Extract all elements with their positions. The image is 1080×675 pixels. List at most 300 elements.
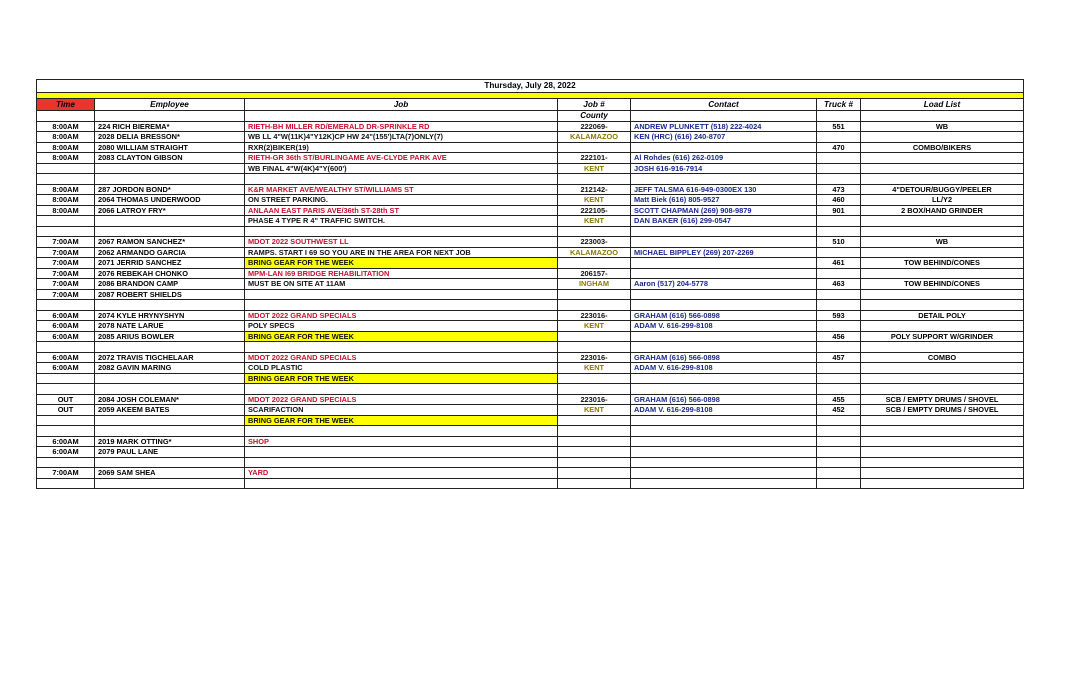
spacer-cell — [95, 174, 245, 185]
employee-cell: 2074 KYLE HRYNYSHYN — [95, 310, 245, 321]
job-number-cell: 223003- — [558, 237, 631, 248]
spacer-row — [37, 226, 1024, 237]
contact-cell: ADAM V. 616-299-8108 — [631, 363, 817, 374]
time-cell: 8:00AM — [37, 184, 95, 195]
spacer-cell — [95, 426, 245, 437]
employee-cell: 2086 BRANDON CAMP — [95, 279, 245, 290]
job-cell: BRING GEAR FOR THE WEEK — [245, 373, 558, 384]
load-list-cell — [861, 216, 1024, 227]
schedule-rows — [37, 121, 1024, 489]
table-row — [37, 321, 1024, 332]
table-row — [37, 363, 1024, 374]
job-cell: K&R MARKET AVE/WEALTHY ST/WILLIAMS ST — [245, 184, 558, 195]
contact-cell — [631, 415, 817, 426]
spacer-cell — [95, 457, 245, 468]
spacer-cell — [245, 457, 558, 468]
contact-cell: DAN BAKER (616) 299-0547 — [631, 216, 817, 227]
time-cell: 8:00AM — [37, 195, 95, 206]
job-number-cell: 212142- — [558, 184, 631, 195]
job-cell: SCARIFACTION — [245, 405, 558, 416]
table-row — [37, 205, 1024, 216]
load-list-cell — [861, 478, 1024, 489]
spacer-cell — [861, 457, 1024, 468]
subheader-empty — [817, 111, 861, 122]
employee-cell: 2062 ARMANDO GARCIA — [95, 247, 245, 258]
table-row — [37, 478, 1024, 489]
spacer-cell — [37, 342, 95, 353]
employee-cell — [95, 163, 245, 174]
job-number-cell — [558, 331, 631, 342]
truck-cell — [817, 436, 861, 447]
subheader-empty — [631, 111, 817, 122]
table-row — [37, 373, 1024, 384]
truck-cell: 456 — [817, 331, 861, 342]
job-cell: MDOT 2022 GRAND SPECIALS — [245, 352, 558, 363]
time-cell — [37, 216, 95, 227]
job-cell: WB FINAL 4"W(4K)4"Y(600') — [245, 163, 558, 174]
job-number-cell — [558, 258, 631, 269]
spacer-row — [37, 300, 1024, 311]
job-cell: MUST BE ON SITE AT 11AM — [245, 279, 558, 290]
load-list-cell — [861, 447, 1024, 458]
job-number-cell — [558, 436, 631, 447]
table-row — [37, 394, 1024, 405]
job-number-cell: 223016- — [558, 352, 631, 363]
time-cell: 7:00AM — [37, 247, 95, 258]
load-list-cell — [861, 436, 1024, 447]
truck-cell: 457 — [817, 352, 861, 363]
employee-cell: 2069 SAM SHEA — [95, 468, 245, 479]
employee-cell — [95, 415, 245, 426]
job-number-cell — [558, 478, 631, 489]
time-cell: 7:00AM — [37, 289, 95, 300]
table-row — [37, 405, 1024, 416]
job-number-cell: KENT — [558, 163, 631, 174]
load-list-cell — [861, 468, 1024, 479]
contact-cell: JOSH 616-916-7914 — [631, 163, 817, 174]
truck-cell — [817, 478, 861, 489]
time-cell — [37, 373, 95, 384]
header-job-number: Job # — [558, 99, 631, 111]
spacer-cell — [861, 384, 1024, 395]
table-row — [37, 447, 1024, 458]
job-number-cell: 222069- — [558, 121, 631, 132]
table-row — [37, 132, 1024, 143]
load-list-cell — [861, 153, 1024, 164]
truck-cell — [817, 132, 861, 143]
spacer-cell — [558, 226, 631, 237]
load-list-cell — [861, 268, 1024, 279]
load-list-cell — [861, 163, 1024, 174]
truck-cell — [817, 289, 861, 300]
employee-cell — [95, 373, 245, 384]
load-list-cell — [861, 247, 1024, 258]
time-cell: 8:00AM — [37, 153, 95, 164]
spacer-cell — [861, 226, 1024, 237]
truck-cell — [817, 247, 861, 258]
employee-cell: 2019 MARK OTTING* — [95, 436, 245, 447]
contact-cell: ANDREW PLUNKETT (518) 222-4024 — [631, 121, 817, 132]
job-cell: YARD — [245, 468, 558, 479]
spacer-cell — [817, 457, 861, 468]
employee-cell: 2083 CLAYTON GIBSON — [95, 153, 245, 164]
spacer-cell — [558, 300, 631, 311]
job-number-cell: KENT — [558, 195, 631, 206]
contact-cell — [631, 436, 817, 447]
table-row — [37, 142, 1024, 153]
time-cell — [37, 163, 95, 174]
job-cell: PHASE 4 TYPE R 4" TRAFFIC SWITCH. — [245, 216, 558, 227]
job-cell: SHOP — [245, 436, 558, 447]
contact-cell: Matt Biek (616) 805-9527 — [631, 195, 817, 206]
contact-cell — [631, 331, 817, 342]
spacer-cell — [37, 300, 95, 311]
truck-cell — [817, 363, 861, 374]
spacer-cell — [245, 226, 558, 237]
spacer-cell — [631, 300, 817, 311]
table-row — [37, 310, 1024, 321]
spacer-cell — [861, 426, 1024, 437]
job-cell: BRING GEAR FOR THE WEEK — [245, 415, 558, 426]
employee-cell: 2066 LATROY FRY* — [95, 205, 245, 216]
employee-cell: 287 JORDON BOND* — [95, 184, 245, 195]
spacer-cell — [95, 226, 245, 237]
spacer-cell — [37, 384, 95, 395]
truck-cell: 901 — [817, 205, 861, 216]
subheader-empty — [37, 111, 95, 122]
truck-cell: 510 — [817, 237, 861, 248]
time-cell: 6:00AM — [37, 321, 95, 332]
job-cell: MPM-LAN I69 BRIDGE REHABILITATION — [245, 268, 558, 279]
job-cell: MDOT 2022 GRAND SPECIALS — [245, 310, 558, 321]
table-row — [37, 195, 1024, 206]
job-cell: POLY SPECS — [245, 321, 558, 332]
job-number-cell: 206157- — [558, 268, 631, 279]
truck-cell — [817, 321, 861, 332]
contact-cell — [631, 268, 817, 279]
job-number-cell: 223016- — [558, 310, 631, 321]
job-cell: BRING GEAR FOR THE WEEK — [245, 331, 558, 342]
load-list-cell: POLY SUPPORT W/GRINDER — [861, 331, 1024, 342]
employee-cell: 2087 ROBERT SHIELDS — [95, 289, 245, 300]
table-row — [37, 216, 1024, 227]
job-cell — [245, 447, 558, 458]
job-number-cell: INGHAM — [558, 279, 631, 290]
job-cell: RIETH-GR 36th ST/BURLINGAME AVE-CLYDE PARK AVE — [245, 153, 558, 164]
schedule-date-title: Thursday, July 28, 2022 — [37, 80, 1024, 93]
job-number-cell: KALAMAZOO — [558, 132, 631, 143]
contact-cell: GRAHAM (616) 566-0898 — [631, 310, 817, 321]
spacer-cell — [245, 174, 558, 185]
job-number-cell: KENT — [558, 363, 631, 374]
employee-cell — [95, 216, 245, 227]
time-cell: 8:00AM — [37, 205, 95, 216]
job-cell: MDOT 2022 SOUTHWEST LL — [245, 237, 558, 248]
spacer-cell — [37, 174, 95, 185]
contact-cell: KEN (HRC) (616) 240-8707 — [631, 132, 817, 143]
time-cell — [37, 415, 95, 426]
truck-cell: 460 — [817, 195, 861, 206]
job-cell: RAMPS. START I 69 SO YOU ARE IN THE AREA FOR NEXT JOB — [245, 247, 558, 258]
header-load-list: Load List — [861, 99, 1024, 111]
table-row — [37, 153, 1024, 164]
spacer-cell — [631, 226, 817, 237]
spacer-row — [37, 174, 1024, 185]
load-list-cell: 4"DETOUR/BUGGY/PEELER — [861, 184, 1024, 195]
header-row — [37, 99, 1024, 111]
job-cell — [245, 289, 558, 300]
job-number-cell — [558, 289, 631, 300]
job-number-cell: KENT — [558, 405, 631, 416]
contact-cell: GRAHAM (616) 566-0898 — [631, 352, 817, 363]
spacer-cell — [817, 342, 861, 353]
time-cell: 7:00AM — [37, 268, 95, 279]
truck-cell — [817, 447, 861, 458]
spacer-cell — [37, 226, 95, 237]
contact-cell: ADAM V. 616-299-8108 — [631, 405, 817, 416]
truck-cell: 455 — [817, 394, 861, 405]
load-list-cell: COMBO — [861, 352, 1024, 363]
load-list-cell — [861, 289, 1024, 300]
load-list-cell — [861, 363, 1024, 374]
spacer-cell — [245, 384, 558, 395]
time-cell: OUT — [37, 405, 95, 416]
spacer-cell — [817, 384, 861, 395]
job-cell: MDOT 2022 GRAND SPECIALS — [245, 394, 558, 405]
time-cell: 6:00AM — [37, 310, 95, 321]
header-county: County — [558, 111, 631, 122]
table-row — [37, 279, 1024, 290]
table-row — [37, 163, 1024, 174]
employee-cell: 2059 AKEEM BATES — [95, 405, 245, 416]
job-number-cell: KENT — [558, 216, 631, 227]
job-number-cell — [558, 373, 631, 384]
time-cell: OUT — [37, 394, 95, 405]
table-row — [37, 352, 1024, 363]
employee-cell: 2072 TRAVIS TIGCHELAAR — [95, 352, 245, 363]
spacer-cell — [558, 457, 631, 468]
spacer-cell — [95, 384, 245, 395]
contact-cell — [631, 289, 817, 300]
contact-cell — [631, 373, 817, 384]
load-list-cell — [861, 321, 1024, 332]
truck-cell: 473 — [817, 184, 861, 195]
contact-cell: GRAHAM (616) 566-0898 — [631, 394, 817, 405]
truck-cell — [817, 153, 861, 164]
table-row — [37, 237, 1024, 248]
table-row — [37, 436, 1024, 447]
spacer-cell — [95, 342, 245, 353]
spacer-cell — [245, 342, 558, 353]
employee-cell: 2082 GAVIN MARING — [95, 363, 245, 374]
spacer-cell — [37, 457, 95, 468]
spacer-cell — [631, 384, 817, 395]
contact-cell: JEFF TALSMA 616-949-0300EX 130 — [631, 184, 817, 195]
load-list-cell: TOW BEHIND/CONES — [861, 279, 1024, 290]
employee-cell: 2080 WILLIAM STRAIGHT — [95, 142, 245, 153]
table-row — [37, 268, 1024, 279]
table-row — [37, 258, 1024, 269]
table-row — [37, 247, 1024, 258]
time-cell: 7:00AM — [37, 237, 95, 248]
subheader-empty — [95, 111, 245, 122]
contact-cell — [631, 468, 817, 479]
spacer-cell — [558, 342, 631, 353]
contact-cell — [631, 142, 817, 153]
load-list-cell: 2 BOX/HAND GRINDER — [861, 205, 1024, 216]
table-row — [37, 184, 1024, 195]
truck-cell — [817, 373, 861, 384]
job-cell: COLD PLASTIC — [245, 363, 558, 374]
load-list-cell: COMBO/BIKERS — [861, 142, 1024, 153]
table-row — [37, 289, 1024, 300]
contact-cell: MICHAEL BIPPLEY (269) 207-2269 — [631, 247, 817, 258]
truck-cell — [817, 163, 861, 174]
employee-cell: 2079 PAUL LANE — [95, 447, 245, 458]
truck-cell — [817, 216, 861, 227]
contact-cell — [631, 258, 817, 269]
load-list-cell — [861, 373, 1024, 384]
spacer-cell — [558, 384, 631, 395]
job-number-cell — [558, 142, 631, 153]
employee-cell: 2084 JOSH COLEMAN* — [95, 394, 245, 405]
schedule-table — [36, 79, 1024, 489]
employee-cell: 2071 JERRID SANCHEZ — [95, 258, 245, 269]
load-list-cell: TOW BEHIND/CONES — [861, 258, 1024, 269]
spacer-row — [37, 342, 1024, 353]
spacer-row — [37, 426, 1024, 437]
spacer-cell — [245, 300, 558, 311]
table-row — [37, 121, 1024, 132]
time-cell: 8:00AM — [37, 121, 95, 132]
spacer-cell — [558, 174, 631, 185]
header-job: Job — [245, 99, 558, 111]
time-cell: 7:00AM — [37, 258, 95, 269]
load-list-cell: WB — [861, 237, 1024, 248]
header-contact: Contact — [631, 99, 817, 111]
spacer-cell — [861, 342, 1024, 353]
spacer-cell — [37, 426, 95, 437]
truck-cell: 470 — [817, 142, 861, 153]
contact-cell: SCOTT CHAPMAN (269) 908-9879 — [631, 205, 817, 216]
spacer-cell — [631, 342, 817, 353]
load-list-cell: SCB / EMPTY DRUMS / SHOVEL — [861, 394, 1024, 405]
employee-cell: 224 RICH BIEREMA* — [95, 121, 245, 132]
load-list-cell: DETAIL POLY — [861, 310, 1024, 321]
job-cell: BRING GEAR FOR THE WEEK — [245, 258, 558, 269]
job-number-cell: 223016- — [558, 394, 631, 405]
employee-cell: 2028 DELIA BRESSON* — [95, 132, 245, 143]
contact-cell: Aaron (517) 204-5778 — [631, 279, 817, 290]
spacer-cell — [631, 174, 817, 185]
employee-cell: 2064 THOMAS UNDERWOOD — [95, 195, 245, 206]
truck-cell: 463 — [817, 279, 861, 290]
truck-cell: 551 — [817, 121, 861, 132]
contact-cell — [631, 478, 817, 489]
load-list-cell — [861, 132, 1024, 143]
time-cell: 7:00AM — [37, 468, 95, 479]
job-number-cell: 222105- — [558, 205, 631, 216]
spacer-cell — [95, 300, 245, 311]
employee-cell: 2076 REBEKAH CHONKO — [95, 268, 245, 279]
truck-cell: 461 — [817, 258, 861, 269]
load-list-cell — [861, 415, 1024, 426]
time-cell: 6:00AM — [37, 331, 95, 342]
contact-cell: ADAM V. 616-299-8108 — [631, 321, 817, 332]
table-row — [37, 468, 1024, 479]
spacer-cell — [631, 426, 817, 437]
time-cell: 6:00AM — [37, 363, 95, 374]
spacer-row — [37, 384, 1024, 395]
table-row — [37, 331, 1024, 342]
job-number-cell: KALAMAZOO — [558, 247, 631, 258]
spacer-cell — [631, 457, 817, 468]
subheader-row — [37, 111, 1024, 122]
title-row — [37, 80, 1024, 93]
employee-cell: 2078 NATE LARUE — [95, 321, 245, 332]
contact-cell — [631, 447, 817, 458]
table-row — [37, 415, 1024, 426]
spacer-cell — [861, 300, 1024, 311]
job-cell: RXR(2)BIKER(19) — [245, 142, 558, 153]
time-cell — [37, 478, 95, 489]
contact-cell: Al Rohdes (616) 262-0109 — [631, 153, 817, 164]
job-number-cell: KENT — [558, 321, 631, 332]
job-cell: ON STREET PARKING. — [245, 195, 558, 206]
spacer-cell — [817, 300, 861, 311]
job-cell — [245, 478, 558, 489]
header-time: Time — [37, 99, 95, 111]
employee-cell: 2085 ARIUS BOWLER — [95, 331, 245, 342]
spacer-cell — [817, 226, 861, 237]
time-cell: 8:00AM — [37, 132, 95, 143]
time-cell: 7:00AM — [37, 279, 95, 290]
job-cell: ANLAAN EAST PARIS AVE/36th ST-28th ST — [245, 205, 558, 216]
truck-cell — [817, 268, 861, 279]
spacer-row — [37, 457, 1024, 468]
header-truck: Truck # — [817, 99, 861, 111]
job-cell: WB LL 4"W(11K)4"Y12K)CP HW 24"(155')LTA(7)ONLY(7) — [245, 132, 558, 143]
subheader-empty — [245, 111, 558, 122]
subheader-empty — [861, 111, 1024, 122]
load-list-cell: WB — [861, 121, 1024, 132]
truck-cell: 593 — [817, 310, 861, 321]
job-number-cell: 222101- — [558, 153, 631, 164]
truck-cell — [817, 415, 861, 426]
spacer-cell — [817, 426, 861, 437]
job-cell: RIETH-BH MILLER RD/EMERALD DR-SPRINKLE RD — [245, 121, 558, 132]
time-cell: 6:00AM — [37, 436, 95, 447]
spacer-cell — [245, 426, 558, 437]
time-cell: 6:00AM — [37, 352, 95, 363]
time-cell: 6:00AM — [37, 447, 95, 458]
header-employee: Employee — [95, 99, 245, 111]
job-number-cell — [558, 447, 631, 458]
load-list-cell: LL/Y2 — [861, 195, 1024, 206]
employee-cell: 2067 RAMON SANCHEZ* — [95, 237, 245, 248]
spacer-cell — [817, 174, 861, 185]
time-cell: 8:00AM — [37, 142, 95, 153]
load-list-cell: SCB / EMPTY DRUMS / SHOVEL — [861, 405, 1024, 416]
contact-cell — [631, 237, 817, 248]
spacer-cell — [558, 426, 631, 437]
truck-cell: 452 — [817, 405, 861, 416]
employee-cell — [95, 478, 245, 489]
job-number-cell — [558, 468, 631, 479]
spacer-cell — [861, 174, 1024, 185]
truck-cell — [817, 468, 861, 479]
job-number-cell — [558, 415, 631, 426]
